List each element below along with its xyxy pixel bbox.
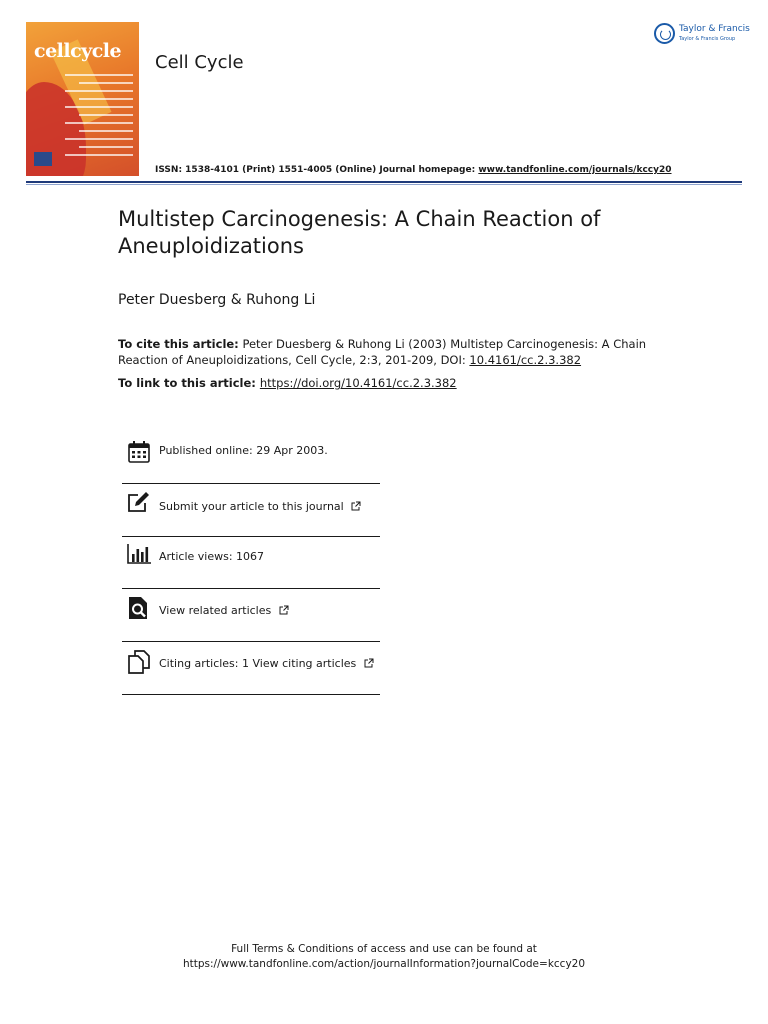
article-views-text: Article views: 1067	[159, 550, 265, 563]
bar-chart-icon	[127, 542, 151, 566]
article-title: Multistep Carcinogenesis: A Chain Reaction of Aneuploidizations	[118, 207, 601, 258]
related-articles-link[interactable]	[159, 604, 289, 617]
info-divider	[122, 536, 380, 537]
cover-contents-lines	[65, 74, 133, 162]
citing-articles-link[interactable]	[159, 657, 374, 670]
publisher-logo-icon	[654, 23, 675, 44]
external-link-icon	[351, 501, 361, 511]
related-articles-row[interactable]	[122, 594, 380, 646]
info-divider	[122, 694, 380, 695]
published-online-text: Published online: 29 Apr 2003.	[159, 444, 328, 457]
terms-url[interactable]: https://www.tandfonline.com/action/journalInformation?journalCode=kccy20	[182, 958, 586, 970]
link-block	[118, 376, 457, 390]
external-link-icon	[279, 605, 289, 615]
article-authors: Peter Duesberg & Ruhong Li	[118, 292, 316, 308]
terms-footer	[0, 942, 768, 972]
edit-icon	[127, 490, 151, 514]
issn-text: ISSN: 1538-4101 (Print) 1551-4005 (Online) Journal homepage:	[155, 165, 479, 175]
info-divider	[122, 483, 380, 484]
info-divider	[122, 641, 380, 642]
publisher-logo[interactable]	[654, 22, 750, 46]
submit-article-link[interactable]	[159, 500, 361, 513]
info-divider	[122, 588, 380, 589]
cover-publisher-mark	[34, 152, 52, 166]
citing-articles-row[interactable]	[122, 646, 380, 698]
journal-cover-image	[26, 22, 139, 176]
publisher-name: Taylor & Francis	[679, 24, 750, 34]
related-articles-text: View related articles	[159, 604, 272, 617]
published-online-row	[122, 436, 380, 488]
copy-documents-icon	[127, 650, 151, 674]
terms-text: Full Terms & Conditions of access and use can be found at	[231, 943, 537, 955]
external-link-icon	[364, 658, 374, 668]
citing-articles-text: Citing articles: 1 View citing articles	[159, 657, 357, 670]
journal-name: Cell Cycle	[155, 52, 244, 73]
issn-line	[155, 165, 672, 175]
cite-text: Peter Duesberg & Ruhong Li (2003) Multistep Carcinogenesis: A Chain Reaction of Aneuploidizations, Cell Cycle, 2:3, 201-209, DOI:	[118, 337, 647, 367]
journal-homepage-link[interactable]: www.tandfonline.com/journals/kccy20	[478, 165, 672, 175]
submit-article-text: Submit your article to this journal	[159, 500, 344, 513]
doi-link[interactable]: https://doi.org/10.4161/cc.2.3.382	[259, 376, 457, 390]
header-divider-light	[26, 184, 742, 185]
cover-title: cellcycle	[34, 40, 122, 62]
cite-label: To cite this article:	[118, 337, 239, 351]
cite-doi-link[interactable]: 10.4161/cc.2.3.382	[469, 353, 582, 367]
calendar-icon	[127, 440, 151, 464]
publisher-subtitle: Taylor & Francis Group	[679, 36, 736, 42]
article-views-row	[122, 540, 380, 592]
header-divider	[26, 181, 742, 183]
link-label: To link to this article:	[118, 376, 256, 390]
citation-block	[118, 336, 658, 368]
search-document-icon	[127, 596, 151, 620]
submit-article-row[interactable]	[122, 488, 380, 540]
